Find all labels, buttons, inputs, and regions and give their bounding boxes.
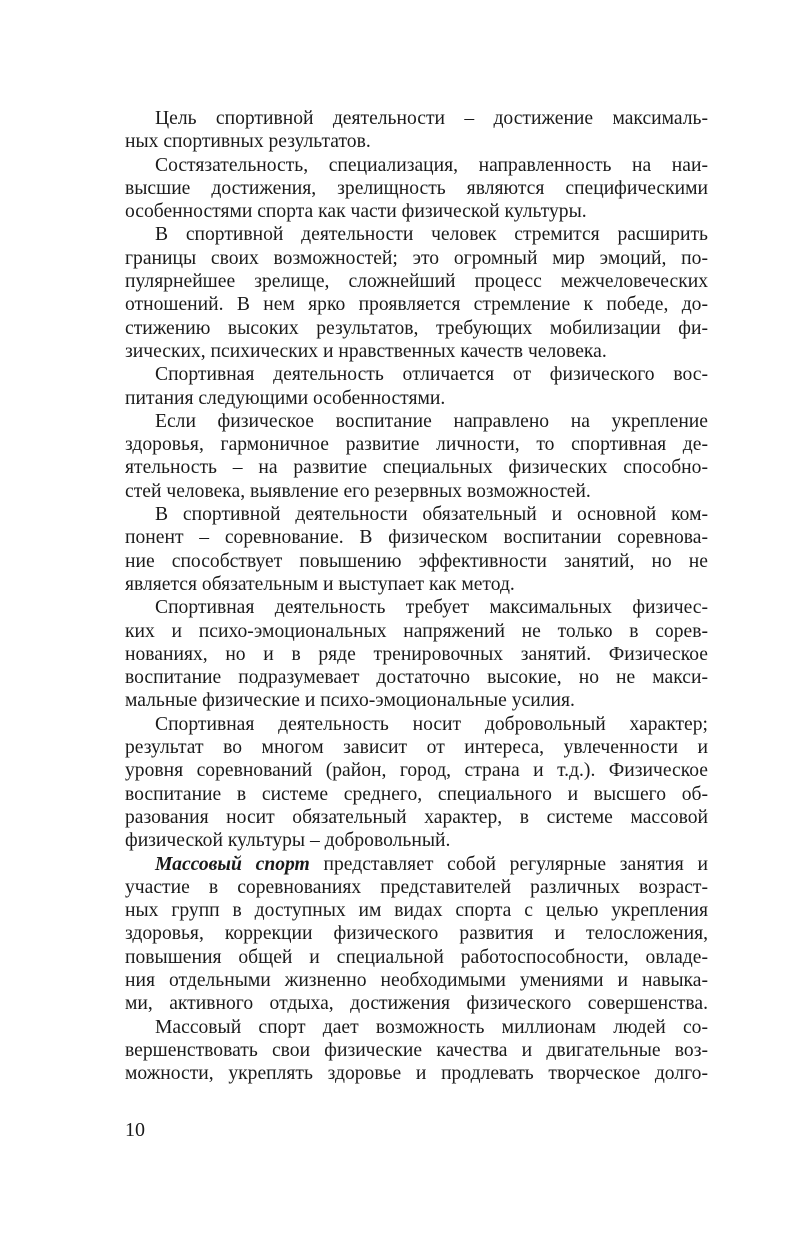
text-line: границы своих возможностей; это огромный мир эмоций, по- xyxy=(125,247,708,269)
text-line: мальные физические и психо-эмоциональные усилия. xyxy=(125,690,575,712)
text-line: стей человека, выявление его резервных возможностей. xyxy=(125,480,591,502)
text-line: питания следующими особенностями. xyxy=(125,387,446,409)
text-line: пулярнейшее зрелище, сложнейший процесс межчеловеческих xyxy=(125,271,708,293)
term-definition-start: представляет собой регулярные занятия и xyxy=(309,853,708,875)
text-line: понент – соревнование. В физическом воспитании соревнова- xyxy=(125,527,708,549)
text-line: разования носит обязательный характер, в системе массовой xyxy=(125,806,708,828)
text-line: ния отдельными жизненно необходимыми умениями и навыка- xyxy=(125,969,708,991)
paragraph xyxy=(125,596,708,712)
paragraph xyxy=(125,713,708,853)
paragraph xyxy=(125,363,708,410)
text-line: В спортивной деятельности обязательный и основной ком- xyxy=(155,504,708,526)
text-line: воспитание подразумевает достаточно высокие, но не макси- xyxy=(125,667,708,689)
text-line: повышения общей и специальной работоспособности, овладе- xyxy=(125,946,708,968)
text-line: Состязательность, специализация, направленность на наи- xyxy=(155,154,708,176)
text-line: особенностями спорта как части физической культуры. xyxy=(125,201,587,223)
text-line: высшие достижения, зрелищность являются специфическими xyxy=(125,177,708,199)
text-line: ми, активного отдыха, достижения физического совершенства. xyxy=(125,993,708,1015)
text-line: здоровья, гармоничное развитие личности, то спортивная де- xyxy=(125,434,708,456)
page-text xyxy=(125,107,708,1085)
text-line: стижению высоких результатов, требующих мобилизации фи- xyxy=(125,317,708,339)
paragraph xyxy=(125,154,708,224)
text-line: здоровья, коррекции физического развития и телосложения, xyxy=(125,923,708,945)
text-line: ятельность – на развитие специальных физических способно- xyxy=(125,457,708,479)
paragraph xyxy=(125,1016,708,1086)
term-mass-sport: Массовый спорт xyxy=(155,853,310,875)
text-line: уровня соревнований (район, город, страна и т.д.). Физическое xyxy=(125,760,708,782)
text-line: результат во многом зависит от интереса, увлеченности и xyxy=(125,737,708,759)
text-line: можности, укреплять здоровье и продлевать творческое долго- xyxy=(125,1063,708,1085)
text-line xyxy=(125,853,708,876)
paragraph xyxy=(125,410,708,503)
paragraph-mass-sport xyxy=(125,853,708,1016)
text-line: зических, психических и нравственных качеств человека. xyxy=(125,340,607,362)
text-line: Спортивная деятельность отличается от физического вос- xyxy=(155,364,708,386)
text-line: В спортивной деятельности человек стремится расширить xyxy=(155,224,708,246)
paragraph xyxy=(125,503,708,596)
paragraph xyxy=(125,107,708,154)
text-line: воспитание в системе среднего, специального и высшего об- xyxy=(125,783,708,805)
text-line: физической культуры – добровольный. xyxy=(125,830,451,852)
text-line: ние способствует повышению эффективности занятий, но не xyxy=(125,550,708,572)
text-line: Если физическое воспитание направлено на укрепление xyxy=(155,410,708,432)
page-number: 10 xyxy=(125,1119,145,1141)
text-line: ких и психо-эмоциональных напряжений не только в сорев- xyxy=(125,620,708,642)
text-line: участие в соревнованиях представителей различных возраст- xyxy=(125,876,708,898)
text-line: нованиях, но и в ряде тренировочных занятий. Физическое xyxy=(125,643,708,665)
text-line: отношений. В нем ярко проявляется стремление к победе, до- xyxy=(125,294,708,316)
text-line: Массовый спорт дает возможность миллионам людей со- xyxy=(155,1016,708,1038)
text-line: Цель спортивной деятельности – достижение максималь- xyxy=(155,108,708,129)
text-line: ных спортивных результатов. xyxy=(125,131,371,153)
text-line: Спортивная деятельность носит добровольный характер; xyxy=(155,713,708,735)
paragraph xyxy=(125,223,708,363)
text-line: ных групп в доступных им видах спорта с целью укрепления xyxy=(125,900,708,922)
text-line: Спортивная деятельность требует максимальных физичес- xyxy=(155,597,708,619)
text-line: вершенствовать свои физические качества и двигательные воз- xyxy=(125,1039,708,1061)
text-line: является обязательным и выступает как метод. xyxy=(125,573,515,595)
